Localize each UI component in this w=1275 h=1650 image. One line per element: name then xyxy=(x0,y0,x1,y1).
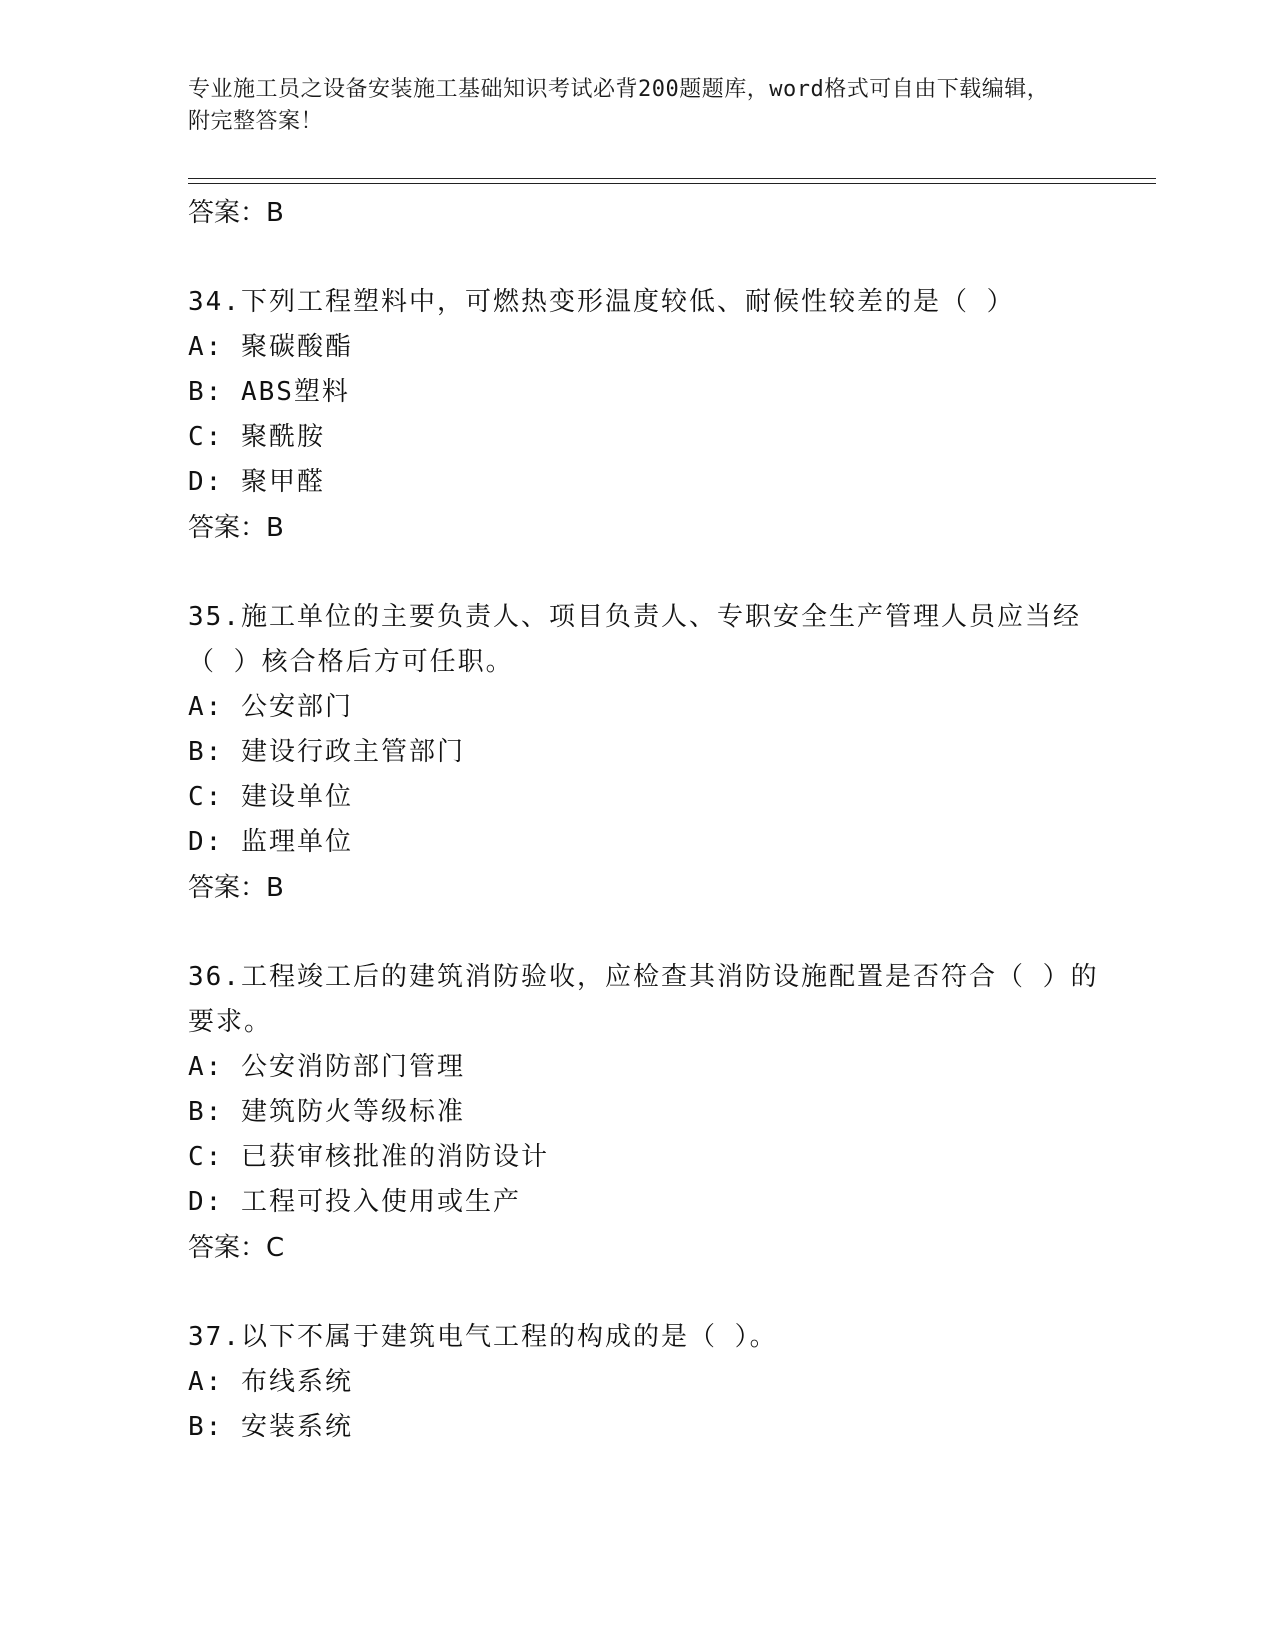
option-d: D: 工程可投入使用或生产 xyxy=(188,1187,521,1217)
option-d: D: 监理单位 xyxy=(188,827,353,857)
question-text: 36.工程竣工后的建筑消防验收，应检查其消防设施配置是否符合（ ）的要求。 xyxy=(188,962,1099,1037)
question-item xyxy=(188,595,1108,911)
page-header: 专业施工员之设备安装施工基础知识考试必背200题题库，word格式可自由下载编辑，附完整答案！ xyxy=(188,77,1050,134)
question-list xyxy=(188,190,1108,1450)
question-item xyxy=(188,1315,1108,1450)
answer-text: 答案：B xyxy=(188,513,284,543)
option-b: B: 安装系统 xyxy=(188,1412,353,1442)
header-divider-secondary xyxy=(188,183,1156,184)
question-item xyxy=(188,955,1108,1271)
option-b: B: 建设行政主管部门 xyxy=(188,737,465,767)
option-a: A: 公安消防部门管理 xyxy=(188,1052,465,1082)
option-c: C: 建设单位 xyxy=(188,782,353,812)
option-b: B: 建筑防火等级标准 xyxy=(188,1097,465,1127)
answer-text: 答案：B xyxy=(188,873,284,903)
option-a: A: 布线系统 xyxy=(188,1367,353,1397)
question-text: 34.下列工程塑料中，可燃热变形温度较低、耐候性较差的是（ ） xyxy=(188,287,1015,317)
header-divider xyxy=(188,178,1156,179)
question-text: 35.施工单位的主要负责人、项目负责人、专职安全生产管理人员应当经（ ）核合格后方可任职。 xyxy=(188,602,1081,677)
question-text: 37.以下不属于建筑电气工程的构成的是（ ）。 xyxy=(188,1322,778,1352)
question-item xyxy=(188,280,1108,551)
option-a: A: 聚碳酸酯 xyxy=(188,332,353,362)
option-c: C: 已获审核批准的消防设计 xyxy=(188,1142,549,1172)
previous-answer: 答案：B xyxy=(188,198,284,228)
answer-text: 答案：C xyxy=(188,1233,285,1263)
option-d: D: 聚甲醛 xyxy=(188,467,325,497)
option-a: A: 公安部门 xyxy=(188,692,353,722)
option-b: B: ABS塑料 xyxy=(188,377,350,407)
option-c: C: 聚酰胺 xyxy=(188,422,325,452)
